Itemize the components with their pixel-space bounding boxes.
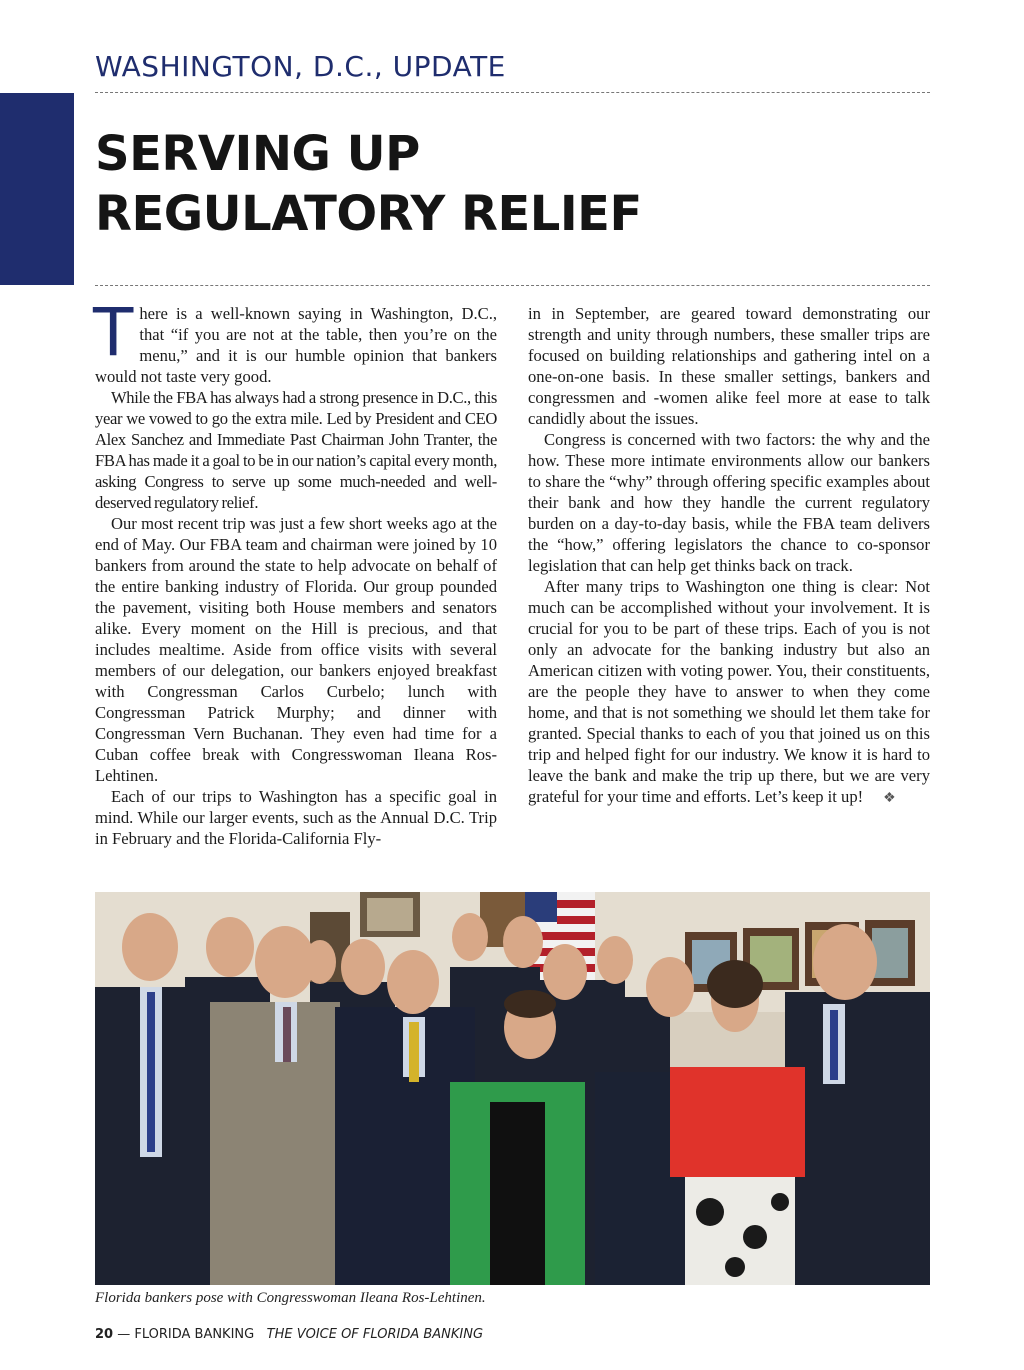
- drop-cap: T: [93, 294, 134, 371]
- headline-divider: [95, 285, 930, 286]
- paragraph-6-text: After many trips to Washington one thing is clear: Not much can be accomplished without your involvement. It is crucial for you to be part of these trips. Each of you is not only an advocate for the banking industry but also an American citizen with voting power. You, their constituents, are the people they have to answer to when they come home, and that is not something we should let them take for granted. Special thanks to each of you that joined us on this trip and helped fight for our industry. We know it is hard to leave the bank and make the trip up there, but we are very grateful for your time and efforts. Let’s keep it up!: [528, 577, 930, 806]
- section-label: WASHINGTON, D.C., UPDATE: [95, 50, 506, 83]
- page-number: 20: [95, 1327, 114, 1342]
- article-column-right: [528, 303, 930, 809]
- photo-caption: Florida bankers pose with Congresswoman Ileana Ros-Lehtinen.: [95, 1290, 486, 1306]
- article-paragraph-6: [528, 576, 930, 809]
- section-color-bar: [0, 93, 74, 285]
- publication-name: FLORIDA BANKING: [134, 1327, 255, 1342]
- top-divider: [95, 92, 930, 93]
- fba-logo-icon: ❖: [883, 791, 896, 806]
- article-paragraph-4a: Each of our trips to Washington has a specific goal in mind. While our larger events, such as the Annual D.C. Trip in February and the Florida-California Fly-: [95, 787, 497, 848]
- article-paragraph-5: Congress is concerned with two factors: the why and the how. These more intimate environments allow our bankers to share the “why” through offering specific examples about their bank and how they handle the current regulatory burden on a day-to-day basis, while the FBA team delivers the “how,” offering legislators the chance to co-sponsor legislation that can help get thinks back on track.: [528, 430, 930, 575]
- article-column-left: [93, 294, 497, 849]
- group-photo: [95, 892, 930, 1285]
- headline: [95, 124, 642, 244]
- headline-line-1: SERVING UP: [95, 126, 420, 182]
- article-paragraph-1: [93, 294, 497, 387]
- article-paragraph-3: Our most recent trip was just a few short weeks ago at the end of May. Our FBA team and chairman were joined by 10 bankers from around the state to help advocate on behalf of the entire banking industry of Florida. Our group pounded the pavement, visiting both House members and senators alike. Every moment on the Hill is precious, and that includes mealtime. Aside from office visits with several members of our delegation, our bankers enjoyed breakfast with Congressman Carlos Curbelo; lunch with Congressman Patrick Murphy; and dinner with Congressman Vern Buchanan. They even had time for a Cuban coffee break with Congresswoman Ileana Ros-Lehtinen.: [95, 514, 497, 785]
- article-paragraph-4b: in in September, are geared toward demonstrating our strength and unity through numbers, these smaller trips are focused on building relationships and gathering intel on a one-on-one basis. In these smaller settings, bankers and congressmen and -women alike feel more at ease to talk candidly about the issues.: [528, 304, 930, 428]
- group-photo-illustration: [95, 892, 930, 1285]
- headline-line-2: REGULATORY RELIEF: [95, 186, 642, 242]
- page-footer: [95, 1327, 483, 1342]
- paragraph-1-text: here is a well-known saying in Washington, D.C., that “if you are not at the table, then you’re on the menu,” and it is our humble opinion that bankers would not taste very good.: [95, 304, 497, 386]
- article-paragraph-2: While the FBA has always had a strong presence in D.C., this year we vowed to go the extra mile. Led by President and CEO Alex Sanchez and Immediate Past Chairman John Tranter, the FBA has made it a goal to be in our nation’s capital every month, asking Congress to serve up some much-needed and well-deserved regulatory relief.: [95, 388, 497, 512]
- footer-separator: —: [113, 1327, 135, 1342]
- publication-tagline: THE VOICE OF FLORIDA BANKING: [266, 1327, 484, 1342]
